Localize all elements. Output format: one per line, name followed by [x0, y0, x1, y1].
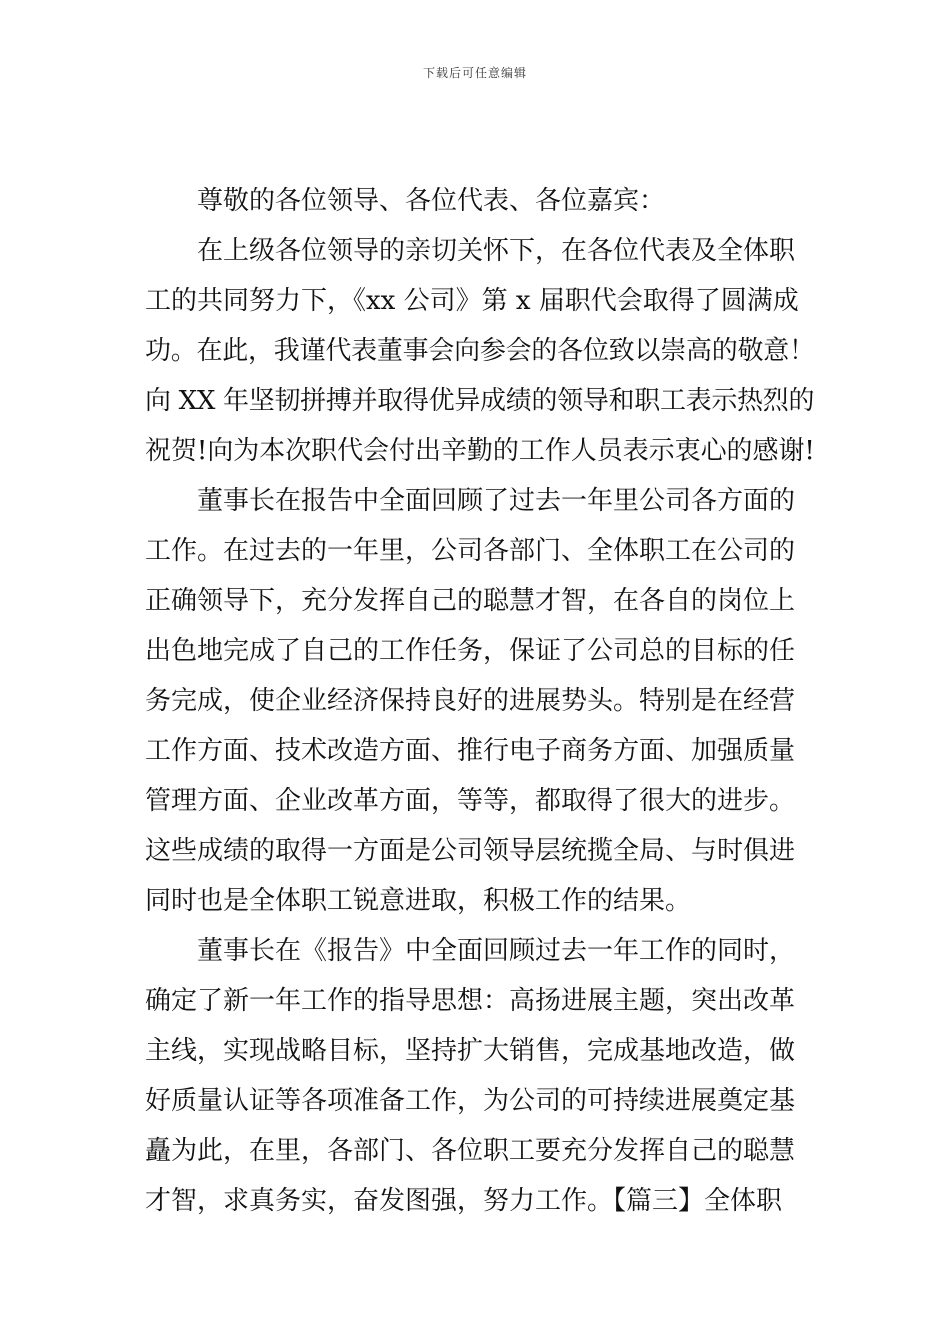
text-line: 务完成，使企业经济保持良好的进展势头。特别是在经营 — [145, 686, 796, 716]
text-line: 确定了新一年工作的指导思想：高扬进展主题，突出改革 — [145, 986, 796, 1016]
text-line: 向 XX 年坚韧拼搏并取得优异成绩的领导和职工表示热烈的 — [145, 386, 815, 416]
text-line: 正确领导下，充分发挥自己的聪慧才智，在各自的岗位上 — [145, 586, 796, 616]
text-line: 同时也是全体职工锐意进取，积极工作的结果。 — [145, 886, 692, 916]
text-line: 才智，求真务实，奋发图强，努力工作。【篇三】全体职 — [145, 1186, 783, 1216]
text-line: 在上级各位领导的亲切关怀下，在各位代表及全体职 — [197, 236, 796, 266]
text-line: 好质量认证等各项准备工作，为公司的可持续进展奠定基 — [145, 1086, 796, 1116]
text-line: 尊敬的各位领导、各位代表、各位嘉宾： — [197, 186, 666, 216]
text-line: 功。在此，我谨代表董事会向参会的各位致以崇高的敬意！ — [145, 336, 815, 366]
text-line: 管理方面、企业改革方面，等等，都取得了很大的进步。 — [145, 786, 796, 816]
text-line: 矗为此，在里，各部门、各位职工要充分发挥自己的聪慧 — [145, 1136, 796, 1166]
text-line: 工作方面、技术改造方面、推行电子商务方面、加强质量 — [145, 736, 796, 766]
text-line: 这些成绩的取得一方面是公司领导层统揽全局、与时俱进 — [145, 836, 796, 866]
text-line: 工作。在过去的一年里，公司各部门、全体职工在公司的 — [145, 536, 796, 566]
header-note: 下载后可任意编辑 — [422, 66, 527, 80]
body-text — [145, 176, 815, 1226]
text-line: 董事长在报告中全面回顾了过去一年里公司各方面的 — [197, 486, 796, 516]
text-line: 董事长在《报告》中全面回顾过去一年工作的同时， — [197, 936, 796, 966]
text-line: 主线，实现战略目标，坚持扩大销售，完成基地改造，做 — [145, 1036, 796, 1066]
text-line: 工的共同努力下，《xx 公司》第 x 届职代会取得了圆满成 — [145, 286, 799, 316]
text-line: 祝贺!向为本次职代会付出辛勤的工作人员表示衷心的感谢! — [145, 436, 815, 466]
text-line: 出色地完成了自己的工作任务，保证了公司总的目标的任 — [145, 636, 796, 666]
